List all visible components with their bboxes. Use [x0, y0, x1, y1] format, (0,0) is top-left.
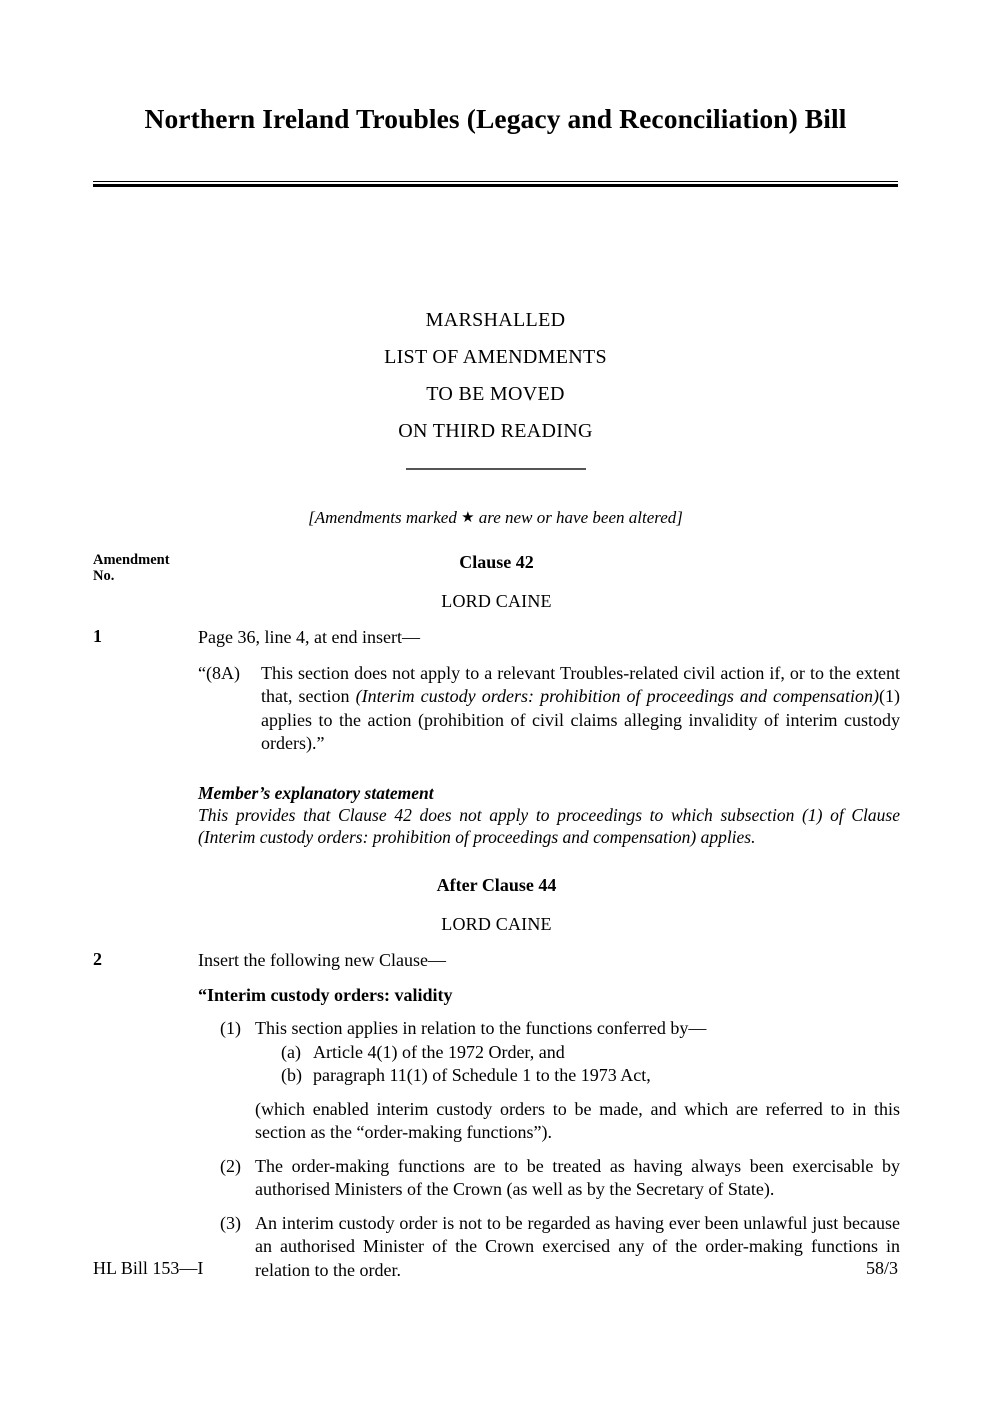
paragraph-marker-b: (b): [281, 1065, 302, 1085]
amendment-number-2: 2: [93, 948, 102, 969]
title-block: [93, 100, 898, 138]
amendments-marked-note: [93, 508, 898, 528]
explanatory-statement-heading-1: Member’s explanatory statement: [198, 782, 434, 803]
section-member-clause-42: LORD CAINE: [441, 591, 552, 611]
quoted-part-1: This section does not apply to a relevant Troubles-related civil action if, or to the extent that, section: [261, 662, 900, 706]
subsection-1: [198, 1017, 900, 1041]
title-rule: [93, 181, 898, 187]
title-rule-thick: [93, 184, 898, 187]
subsection-text-2: The order-making functions are to be treated as having always been exercisable by authorised Ministers of the Crown (as well as by the Secretary of State).: [255, 1155, 900, 1199]
amendment-row-2: [93, 949, 900, 1283]
footer-bill-number: HL Bill 153—I: [93, 1258, 204, 1278]
subsection-marker-2: (2): [220, 1155, 241, 1176]
subsection-text-1: This section applies in relation to the functions conferred by—: [255, 1018, 707, 1038]
header-line-list-of-amendments: LIST OF AMENDMENTS: [384, 346, 607, 368]
page-footer: [93, 1258, 898, 1279]
subsection-1-tail: (which enabled interim custody orders to be made, and which are referred to in this section as the “order-making functions”).: [255, 1098, 900, 1142]
header-line-marshalled: MARSHALLED: [425, 309, 566, 331]
amendment-number-1: 1: [93, 626, 102, 646]
paragraph-text-a: Article 4(1) of the 1972 Order, and: [313, 1041, 565, 1062]
subsection-marker-1: (1): [220, 1018, 241, 1038]
amendments-note-suffix: are new or have been altered]: [474, 508, 683, 527]
amendments-note-prefix: [Amendments marked: [308, 508, 462, 527]
section-divider: [406, 468, 586, 470]
paragraph-text-b: paragraph 11(1) of Schedule 1 to the 1973 Act,: [313, 1065, 651, 1085]
amendment-instruction-1: Page 36, line 4, at end insert—: [198, 627, 420, 647]
header-line-on-third-reading: ON THIRD READING: [398, 420, 593, 442]
section-heading-after-clause-44: After Clause 44: [436, 874, 557, 895]
subsection-marker-3: (3): [220, 1212, 241, 1233]
amendment-instruction-2: Insert the following new Clause—: [198, 949, 446, 970]
page-title: Northern Ireland Troubles (Legacy and Reconciliation) Bill: [144, 103, 847, 134]
footer-page-reference: 58/3: [865, 1258, 898, 1278]
paragraph-a: [198, 1041, 900, 1065]
star-icon: ★: [461, 510, 475, 526]
quoted-marker-8a: “(8A): [198, 662, 240, 683]
amendment-quoted-text-1: [198, 662, 900, 756]
header-lines: [93, 302, 898, 450]
subsection-text-3: An interim custody order is not to be regarded as having ever been unlawful just because an authorised Minister of the Crown exercised any of the order-making functions in relation to the order.: [255, 1212, 900, 1280]
quoted-italic-reference: (Interim custody orders: prohibition of proceedings and compensation): [355, 686, 879, 706]
explanatory-statement-body-1: This provides that Clause 42 does not apply to proceedings to which subsection (1) of Clause (Interim custody orders: prohibition of proceedings and compensation) applies.: [198, 804, 900, 847]
amendment-no-label: Amendment No.: [93, 552, 170, 584]
amendment-row-1: [93, 626, 900, 849]
title-rule-thin: [93, 181, 898, 182]
subsection-2: [198, 1155, 900, 1202]
paragraph-marker-a: (a): [281, 1041, 301, 1062]
header-line-to-be-moved: TO BE MOVED: [426, 383, 565, 405]
body-column: [93, 552, 900, 1282]
quoted-part-2: (1) applies to the action (prohibition of civil claims alleging invalidity of interim custody orders).”: [261, 686, 900, 753]
section-member-after-clause-44: LORD CAINE: [441, 913, 552, 934]
new-clause-title: “Interim custody orders: validity: [198, 985, 453, 1005]
paragraph-b: [198, 1064, 900, 1088]
section-heading-clause-42: Clause 42: [459, 552, 534, 572]
